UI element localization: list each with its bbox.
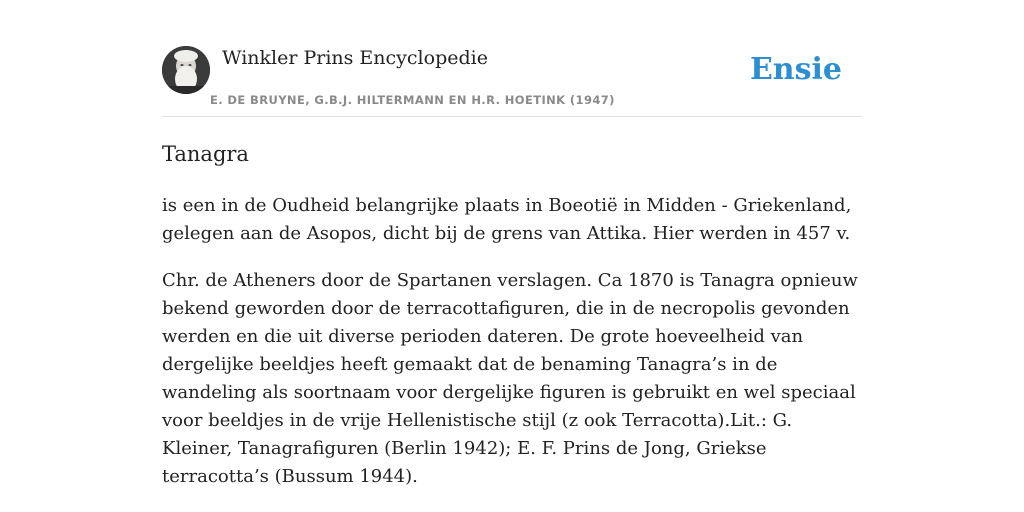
article-paragraph-1: is een in de Oudheid belangrijke plaats in Boeotië in Midden - Griekenland, gelegen aan de Asopos, dicht bij de grens van Attika. Hier werden in 457 v. (162, 195, 852, 244)
source-authors: E. DE BRUYNE, G.B.J. HILTERMANN EN H.R. HOETINK (1947) (210, 93, 615, 107)
source-header (162, 46, 862, 117)
page-title: Tanagra (162, 142, 249, 166)
author-portrait-icon[interactable] (162, 46, 210, 94)
ensie-logo[interactable]: Ensie (749, 52, 842, 87)
source-title[interactable]: Winkler Prins Encyclopedie (222, 47, 488, 69)
article-paragraph-2: Chr. de Atheners door de Spartanen verslagen. Ca 1870 is Tanagra opnieuw bekend geworden door de terracottafiguren, die in de necropolis gevonden werden en die uit diverse perioden dateren. De grote hoeveelheid van dergelijke beeldjes heeft gemaakt dat de benaming Tanagra’s in de wandeling als soortnaam voor dergelijke figuren is gebruikt en wel speciaal voor beeldjes in de vrije Hellenistische stijl (z ook Terracotta).Lit.: G. Kleiner, Tanagrafiguren (Berlin 1942); E. F. Prins de Jong, Griekse terracotta’s (Bussum 1944). (162, 270, 858, 487)
